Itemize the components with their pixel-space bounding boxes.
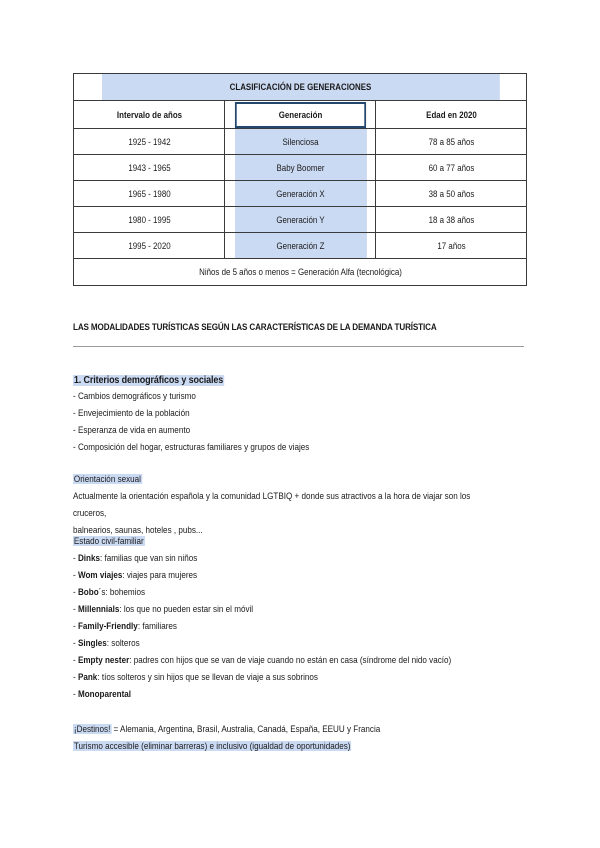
table-title-row — [74, 74, 527, 101]
table-header-row — [74, 101, 527, 129]
list-item: - Cambios demográficos y turismo — [73, 391, 196, 401]
header-age: Edad en 2020 — [385, 101, 518, 129]
table-row — [74, 181, 527, 207]
cell-interval: 1943 - 1965 — [83, 155, 216, 181]
cell-generation: Generación Y — [234, 207, 367, 233]
list-item: - Singles: solteros — [73, 638, 140, 648]
table-footer: Niños de 5 años o menos = Generación Alfa (tecnológica) — [101, 259, 500, 286]
list-item: - Monoparental — [73, 689, 132, 699]
cell-age: 17 años — [385, 233, 518, 259]
cell-interval: 1965 - 1980 — [83, 181, 216, 207]
section1-list — [73, 388, 336, 456]
cell-generation: Silenciosa — [234, 129, 367, 155]
destinations-line: ¡Destinos! = Alemania, Argentina, Brasil, Australia, Canadá, España, EEUU y Francia — [73, 724, 381, 734]
orientation-line-2: balnearios, saunas, hoteles , pubs... — [73, 525, 203, 535]
cell-interval: 1995 - 2020 — [83, 233, 216, 259]
orientation-label: Orientación sexual — [73, 474, 141, 484]
table-footer-row — [74, 259, 527, 286]
cell-generation: Generación Z — [234, 233, 367, 259]
table-title: CLASIFICACIÓN DE GENERACIONES — [101, 74, 500, 101]
generations-table — [73, 73, 527, 286]
orientation-block — [73, 471, 533, 539]
cell-interval: 1925 - 1942 — [83, 129, 216, 155]
table-row — [74, 233, 527, 259]
cell-age: 60 a 77 años — [385, 155, 518, 181]
list-item: - Dinks: familias que van sin niños — [73, 553, 198, 563]
table-row — [74, 129, 527, 155]
table-row — [74, 155, 527, 181]
list-item: - Envejecimiento de la población — [73, 408, 190, 418]
section-heading: LAS MODALIDADES TURÍSTICAS SEGÚN LAS CARACTERÍSTICAS DE LA DEMANDA TURÍSTICA — [73, 322, 437, 332]
cell-age: 38 a 50 años — [385, 181, 518, 207]
civil-status-label-wrap — [73, 533, 533, 550]
cell-age: 18 a 38 años — [385, 207, 518, 233]
header-generation[interactable]: Generación — [234, 101, 367, 129]
list-item: - Composición del hogar, estructuras familiares y grupos de viajes — [73, 442, 310, 452]
cell-age: 78 a 85 años — [385, 129, 518, 155]
header-interval: Intervalo de años — [83, 101, 216, 129]
cell-generation: Generación X — [234, 181, 367, 207]
destinations-block — [73, 721, 533, 755]
list-item: - Empty nester: padres con hijos que se van de viaje cuando no están en casa (síndrome del nido vacío) — [73, 655, 452, 665]
list-item: - Bobo´s: bohemios — [73, 587, 146, 597]
civil-status-label: Estado civil-familiar — [73, 536, 144, 546]
list-item: - Wom viajes: viajes para mujeres — [73, 570, 198, 580]
list-item: - Millennials: los que no pueden estar sin el móvil — [73, 604, 254, 614]
table-row — [74, 207, 527, 233]
list-item: - Pank: tíos solteros y sin hijos que se llevan de viaje a sus sobrinos — [73, 672, 318, 682]
accessible-line: Turismo accesible (eliminar barreras) e inclusivo (igualdad de oportunidades) — [73, 741, 351, 751]
orientation-line-1: Actualmente la orientación española y la comunidad LGTBIQ + donde sus atractivos a la hora de viajar son los cruceros, — [73, 491, 471, 518]
list-item: - Esperanza de vida en aumento — [73, 425, 191, 435]
cell-generation: Baby Boomer — [234, 155, 367, 181]
section1-title: 1. Criterios demográficos y sociales — [73, 375, 224, 386]
list-item: - Family-Friendly: familiares — [73, 621, 177, 631]
divider — [73, 346, 524, 347]
cell-interval: 1980 - 1995 — [83, 207, 216, 233]
civil-status-list — [73, 550, 493, 703]
